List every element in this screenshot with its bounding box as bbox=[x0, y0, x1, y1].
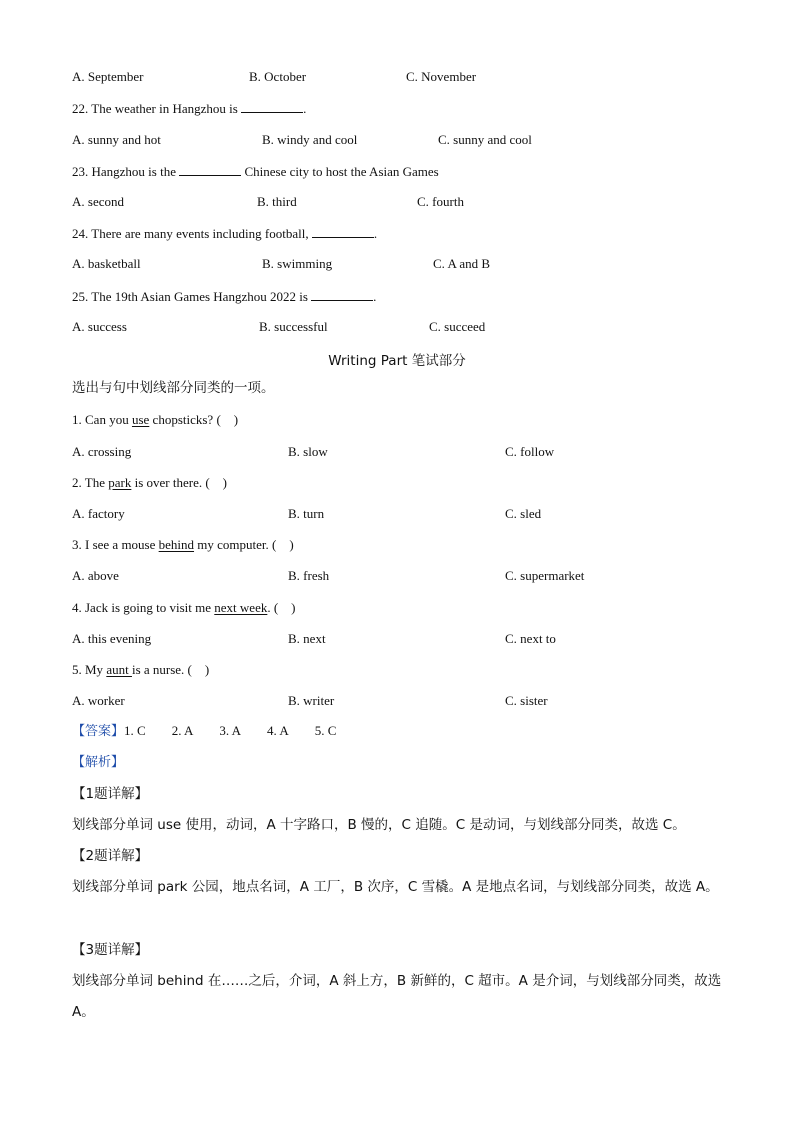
option-b: B. fresh bbox=[288, 568, 330, 583]
answer-item: 3. A bbox=[219, 723, 242, 738]
answer-blank bbox=[179, 163, 241, 176]
underlined-word: next week bbox=[214, 600, 268, 615]
option-a: A. factory bbox=[72, 506, 125, 521]
option-a: A. success bbox=[72, 319, 127, 334]
option-b: B. writer bbox=[288, 693, 335, 708]
option-a: A. this evening bbox=[72, 631, 152, 646]
option-c: C. fourth bbox=[417, 194, 464, 209]
option-a: A. sunny and hot bbox=[72, 132, 161, 147]
option-b: B. swimming bbox=[262, 256, 333, 271]
answer-blank bbox=[241, 100, 303, 113]
option-b: B. October bbox=[249, 69, 307, 84]
option-c: C. sunny and cool bbox=[438, 132, 532, 147]
option-b: B. third bbox=[257, 194, 297, 209]
question-1-stem: 1. Can you use chopsticks? ( ) bbox=[72, 412, 239, 427]
option-c: C. November bbox=[406, 69, 477, 84]
option-a: A. crossing bbox=[72, 444, 132, 459]
underlined-word: aunt bbox=[106, 662, 132, 677]
option-a: A. worker bbox=[72, 693, 125, 708]
option-b: B. successful bbox=[259, 319, 328, 334]
question-2-stem: 2. The park is over there. ( ) bbox=[72, 475, 228, 490]
option-a: A. September bbox=[72, 69, 144, 84]
underlined-word: park bbox=[108, 475, 132, 490]
question-25-stem: 25. The 19th Asian Games Hangzhou 2022 is . bbox=[72, 289, 377, 304]
answer-item: 1. C bbox=[124, 723, 146, 738]
detail-3-label: 【3题详解】 bbox=[72, 942, 149, 958]
option-c: C. next to bbox=[505, 631, 556, 646]
answer-item: 2. A bbox=[171, 723, 194, 738]
answer-line bbox=[72, 723, 362, 740]
option-c: C. succeed bbox=[429, 319, 486, 334]
question-22-stem: 22. The weather in Hangzhou is . bbox=[72, 101, 307, 116]
question-3-stem: 3. I see a mouse behind my computer. ( ) bbox=[72, 537, 294, 552]
detail-1-text: 划线部分单词 use 使用，动词，A 十字路口，B 慢的，C 追随。C 是动词，与划线部分同类，故选 C。 bbox=[72, 817, 686, 833]
underlined-word: use bbox=[131, 412, 150, 427]
option-c: C. follow bbox=[505, 444, 555, 459]
option-c: C. sister bbox=[505, 693, 548, 708]
detail-2-text: 划线部分单词 park 公园，地点名词，A 工厂，B 次序，C 雪橇。A 是地点名词，与划线部分同类，故选 A。 bbox=[72, 879, 719, 895]
option-a: A. second bbox=[72, 194, 124, 209]
option-b: B. next bbox=[288, 631, 326, 646]
answer-item: 5. C bbox=[314, 723, 337, 738]
question-23-stem: 23. Hangzhou is the Chinese city to host the Asian Games bbox=[72, 164, 439, 179]
answer-label: 【答案】 bbox=[72, 724, 125, 739]
analysis-label: 【解析】 bbox=[72, 755, 125, 770]
option-b: B. slow bbox=[288, 444, 328, 459]
option-c: C. supermarket bbox=[505, 568, 585, 583]
question-24-stem: 24. There are many events including football, . bbox=[72, 226, 378, 241]
underlined-word: behind bbox=[158, 537, 195, 552]
question-4-stem: 4. Jack is going to visit me next week. ( ) bbox=[72, 600, 296, 615]
option-a: A. above bbox=[72, 568, 119, 583]
option-b: B. windy and cool bbox=[262, 132, 358, 147]
section-title: Writing Part 笔试部分 bbox=[328, 353, 466, 369]
option-a: A. basketball bbox=[72, 256, 141, 271]
answer-blank bbox=[312, 225, 374, 238]
option-b: B. turn bbox=[288, 506, 325, 521]
option-c: C. A and B bbox=[433, 256, 491, 271]
detail-3-text: 划线部分单词 behind 在……之后，介词，A 斜上方，B 新鲜的，C 超市。A 是介词，与划线部分同类，故选 A。 bbox=[72, 973, 722, 1020]
detail-2-label: 【2题详解】 bbox=[72, 848, 149, 864]
detail-1-label: 【1题详解】 bbox=[72, 786, 149, 802]
answer-item: 4. A bbox=[267, 723, 289, 738]
option-c: C. sled bbox=[505, 506, 542, 521]
answer-blank bbox=[311, 288, 373, 301]
instruction-text: 选出与句中划线部分同类的一项。 bbox=[72, 380, 275, 396]
question-5-stem: 5. My aunt is a nurse. ( ) bbox=[72, 662, 210, 677]
